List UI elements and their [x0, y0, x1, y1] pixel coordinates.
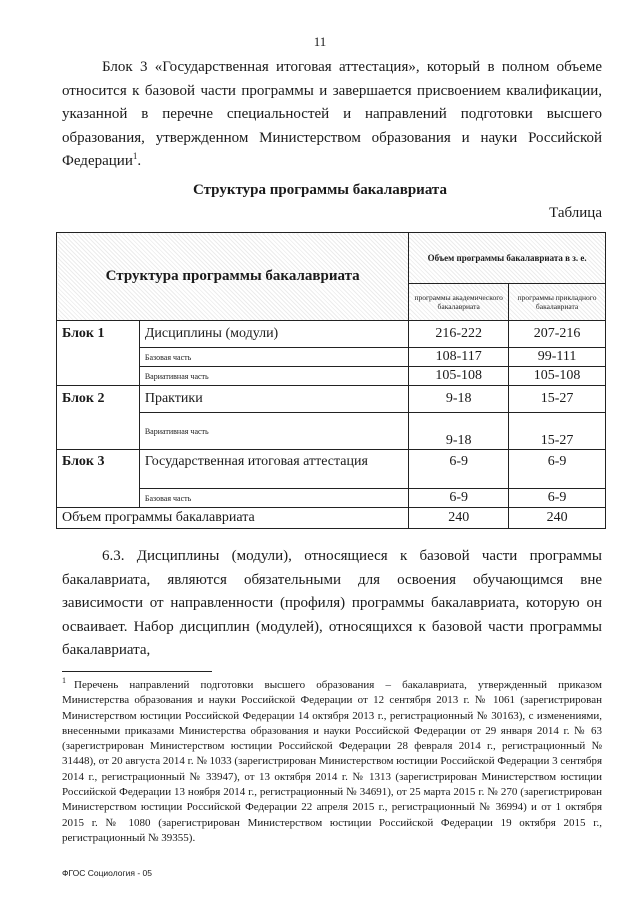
academic-value: 6-9: [409, 489, 509, 508]
table-label: Таблица: [549, 205, 602, 221]
table-row: [57, 367, 606, 386]
header-academic: программы академического бакалавриата: [409, 284, 509, 321]
academic-value: 9-18: [409, 413, 509, 450]
intro-paragraph: [62, 56, 602, 174]
total-label: Объем программы бакалавриата: [57, 508, 409, 529]
block-label: Блок 1: [57, 321, 140, 348]
applied-value: 15-27: [509, 386, 606, 413]
academic-value: 108-117: [409, 348, 509, 367]
intro-paragraph-end: .: [137, 153, 142, 169]
footnote-mark: 1: [62, 676, 66, 686]
block-name: Дисциплины (модули): [139, 321, 408, 348]
footnote-text: Перечень направлений подготовки высшего образования – бакалавриата, утвержденный приказом Министерства образования и науки Российской Федерации от 12 сентября 2013 г. № 1061 (зарегистрирован Министерством юстиции Российской Федерации 14 октября 2013 г., регистрационный № 30163), с изменениями, внесенными приказами Министерства образования и науки Российской Федерации от 29 января 2014 г. № 63 (зарегистрирован Министерством юстиции Российской Федерации 28 февраля 2014 г., регистрационный № 31448), от 20 августа 2014 г. № 1033 (зарегистрирован Министерством юстиции Российской Федерации 3 сентября 2014 г., регистрационный № 33947), от 13 октября 2014 г. № 1313 (зарегистрирован Министерством юстиции Российской Федерации 13 ноября 2014 г., регистрационный № 34691), от 25 марта 2015 г. № 270 (зарегистрирован Министерством юстиции Российской Федерации 22 апреля 2015 г., регистрационный № 36994) и от 1 октября 2015 г. № 1080 (зарегистрирован Министерством юстиции Российской Федерации 19 октября 2015 г., регистрационный № 39355).: [62, 679, 602, 844]
table-row: [57, 489, 606, 508]
academic-value: 216-222: [409, 321, 509, 348]
intro-paragraph-text: Блок 3 «Государственная итоговая аттестация», который в полном объеме относится к базовой части программы и завершается присвоением квалификации, указанной в перечне специальностей и направлений подготовки высшего образования, утвержденном Министерством образования и науки Российской Федерации: [62, 59, 602, 169]
header-structure: Структура программы бакалавриата: [57, 233, 409, 321]
part-name: Базовая часть: [139, 489, 408, 508]
part-name: Вариативная часть: [139, 367, 408, 386]
applied-value: 6-9: [509, 489, 606, 508]
table-row: [57, 413, 606, 450]
part-name: Вариативная часть: [139, 413, 408, 450]
section-6-3-paragraph: 6.3. Дисциплины (модули), относящиеся к базовой части программы бакалавриата, являются обязательными для освоения обучающимся вне зависимости от направленности (профиля) программы бакалавриата, которую он осваивает. Набор дисциплин (модулей), относящихся к базовой части программы бакалавриата,: [62, 548, 602, 658]
table-row: [57, 450, 606, 489]
table-row: [57, 348, 606, 367]
applied-value: 207-216: [509, 321, 606, 348]
header-volume: Объем программы бакалавриата в з. е.: [409, 233, 606, 284]
academic-value: 105-108: [409, 367, 509, 386]
section-title: Структура программы бакалавриата: [193, 182, 447, 198]
program-structure-table: [56, 232, 606, 529]
total-academic: 240: [409, 508, 509, 529]
block-label: Блок 2: [57, 386, 140, 413]
page-number: 11: [313, 34, 327, 49]
block-name: Государственная итоговая аттестация: [139, 450, 408, 489]
header-applied: программы прикладного бакалавриата: [509, 284, 606, 321]
applied-value: 6-9: [509, 450, 606, 489]
table-row: [57, 386, 606, 413]
total-applied: 240: [509, 508, 606, 529]
table-row: [57, 321, 606, 348]
total-row: [57, 508, 606, 529]
page-footer: ФГОС Социология - 05: [62, 868, 152, 878]
applied-value: 15-27: [509, 413, 606, 450]
table-header-row: [57, 233, 606, 284]
applied-value: 105-108: [509, 367, 606, 386]
academic-value: 9-18: [409, 386, 509, 413]
block-name: Практики: [139, 386, 408, 413]
footnote-divider: [62, 671, 212, 672]
part-name: Базовая часть: [139, 348, 408, 367]
footnote: [62, 678, 602, 846]
block-label: Блок 3: [57, 450, 140, 489]
academic-value: 6-9: [409, 450, 509, 489]
applied-value: 99-111: [509, 348, 606, 367]
footnote-reference: 1: [132, 151, 138, 161]
